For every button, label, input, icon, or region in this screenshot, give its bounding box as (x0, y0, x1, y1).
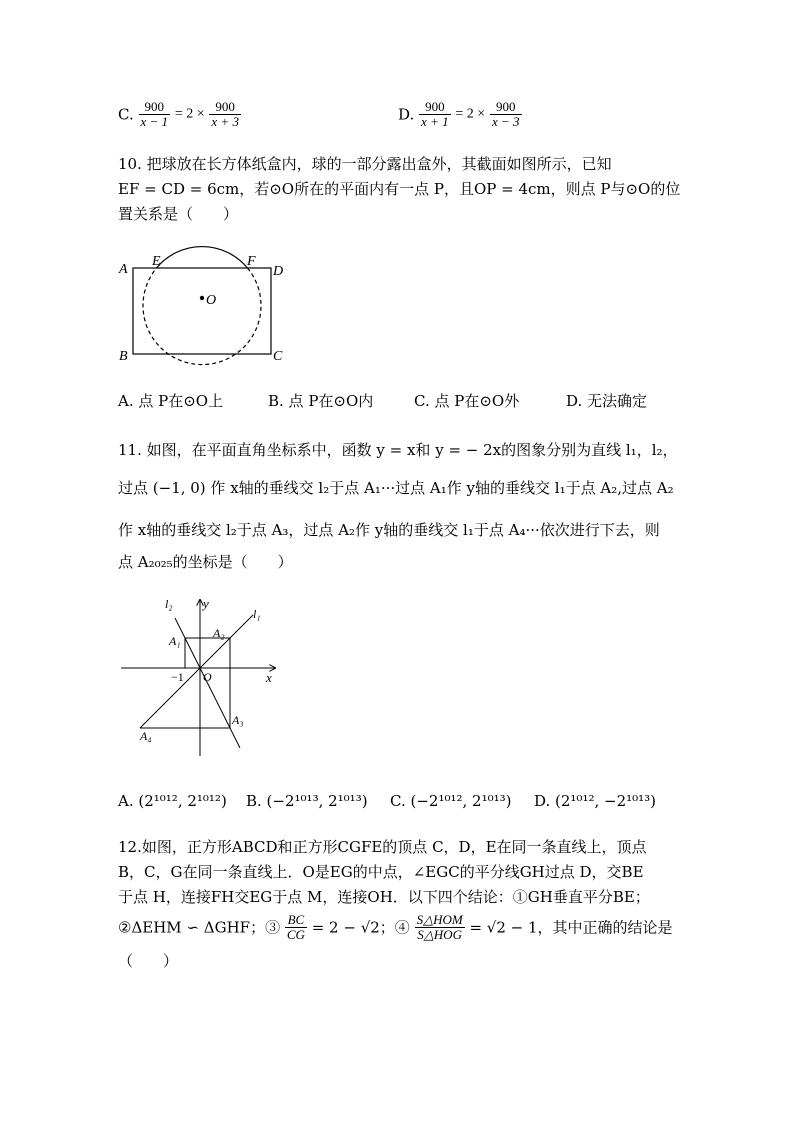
q10-circle-arc-inside (143, 268, 261, 365)
q12-line5: （ ） (118, 952, 179, 970)
q12-line2: B，C，G在同一条直线上．O是EG的中点，∠EGC的平分线GH过点 D，交BE (118, 863, 644, 881)
q11-label-neg1: −1 (171, 670, 184, 684)
q10-label-E: E (152, 254, 161, 269)
q10-option-b[interactable]: B. 点 P在⊙O内 (268, 392, 374, 410)
q12-conclusion-4: = √2 − 1，其中正确的结论是 (469, 918, 673, 937)
q9-option-d[interactable] (398, 100, 522, 129)
q9-option-c[interactable] (118, 100, 241, 129)
q12-line4 (118, 913, 673, 942)
q10-option-d[interactable]: D. 无法确定 (566, 392, 648, 410)
q9-c-mid: = 2 × (174, 106, 205, 122)
q11-label-O: O (203, 670, 212, 684)
q10-figure (115, 238, 295, 368)
q9-option-c-label: C. (118, 105, 134, 124)
q10-label-B: B (119, 349, 128, 364)
q11-line1: 11. 如图，在平面直角坐标系中，函数 y = x和 y = − 2x的图象分别为直线 l₁，l₂， (118, 441, 678, 459)
q12-fraction-area: $\frac{\text{S△HOM}}{\text{S△HOG}}$ (416, 912, 463, 942)
q11-label-A3: A₃ (232, 713, 244, 727)
q10-line3: 置关系是（ ） (118, 205, 239, 223)
q11-option-b[interactable]: B. (−2¹⁰¹³, 2¹⁰¹³) (246, 792, 368, 810)
q10-option-c[interactable]: C. 点 P在⊙O外 (414, 392, 520, 410)
q11-label-A2: A₂ (213, 626, 225, 640)
q12-conclusion-3: = 2 − √2；④ (311, 918, 410, 937)
q11-option-a[interactable]: A. (2¹⁰¹², 2¹⁰¹²) (118, 792, 227, 810)
q11-label-l1: l₁ (253, 607, 261, 621)
q10-option-a[interactable]: A. 点 P在⊙O上 (118, 392, 224, 410)
q9-d-frac1: $\frac{900}{x + 1}$ (421, 99, 449, 129)
q11-option-d[interactable]: D. (2¹⁰¹², −2¹⁰¹³) (534, 792, 657, 810)
q11-line3: 作 x轴的垂线交 l₂于点 A₃，过点 A₂作 y轴的垂线交 l₁于点 A₄···依次进行下去，则 (118, 521, 660, 539)
q9-d-mid: = 2 × (455, 106, 486, 122)
q12-line3: 于点 H，连接FH交EG于点 M，连接OH．以下四个结论：①GH垂直平分BE； (118, 888, 650, 906)
q10-label-C: C (273, 349, 283, 364)
q11-label-l2: l₂ (165, 597, 173, 611)
q11-label-x: x (266, 670, 272, 685)
q12-conclusion-2: ②ΔEHM ∽ ΔGHF；③ (118, 918, 281, 937)
q11-label-A1: A₁ (169, 634, 181, 648)
q10-label-F: F (247, 254, 256, 269)
q10-line2: EF = CD = 6cm，若⊙O所在的平面内有一点 P，且OP = 4cm，则点 P与⊙O的位 (118, 180, 681, 198)
q11-option-c[interactable]: C. (−2¹⁰¹², 2¹⁰¹³) (390, 792, 512, 810)
q9-c-frac1: $\frac{900}{x - 1}$ (140, 99, 169, 129)
q10-line1: 10. 把球放在长方体纸盒内，球的一部分露出盒外，其截面如图所示，已知 (118, 155, 612, 173)
q11-line2: 过点 (−1, 0) 作 x轴的垂线交 l₂于点 A₁···过点 A₁作 y轴的垂线交 l₁于点 A₂,过点 A₂ (118, 479, 674, 497)
q9-option-d-label: D. (398, 105, 415, 124)
q10-circle-arc-outside (157, 247, 248, 268)
q10-label-A: A (119, 262, 128, 277)
q10-rectangle (133, 268, 271, 354)
q9-c-frac2: $\frac{900}{x + 3}$ (211, 99, 239, 129)
q12-fraction-bc-cg: $\frac{BC}{CG}$ (286, 912, 305, 942)
q10-center-dot (200, 296, 204, 300)
q11-figure (115, 590, 285, 760)
q12-line1: 12.如图，正方形ABCD和正方形CGFE的顶点 C，D，E在同一条直线上，顶点 (118, 838, 647, 856)
q11-label-A4: A₄ (140, 729, 152, 743)
q11-label-y: y (203, 596, 209, 611)
q9-d-frac2: $\frac{900}{x - 3}$ (491, 99, 520, 129)
q10-label-D: D (273, 264, 284, 279)
q10-label-O: O (206, 293, 217, 308)
q11-line-l1 (140, 615, 253, 728)
q11-line4: 点 A₂₀₂₅的坐标是（ ） (118, 553, 293, 571)
